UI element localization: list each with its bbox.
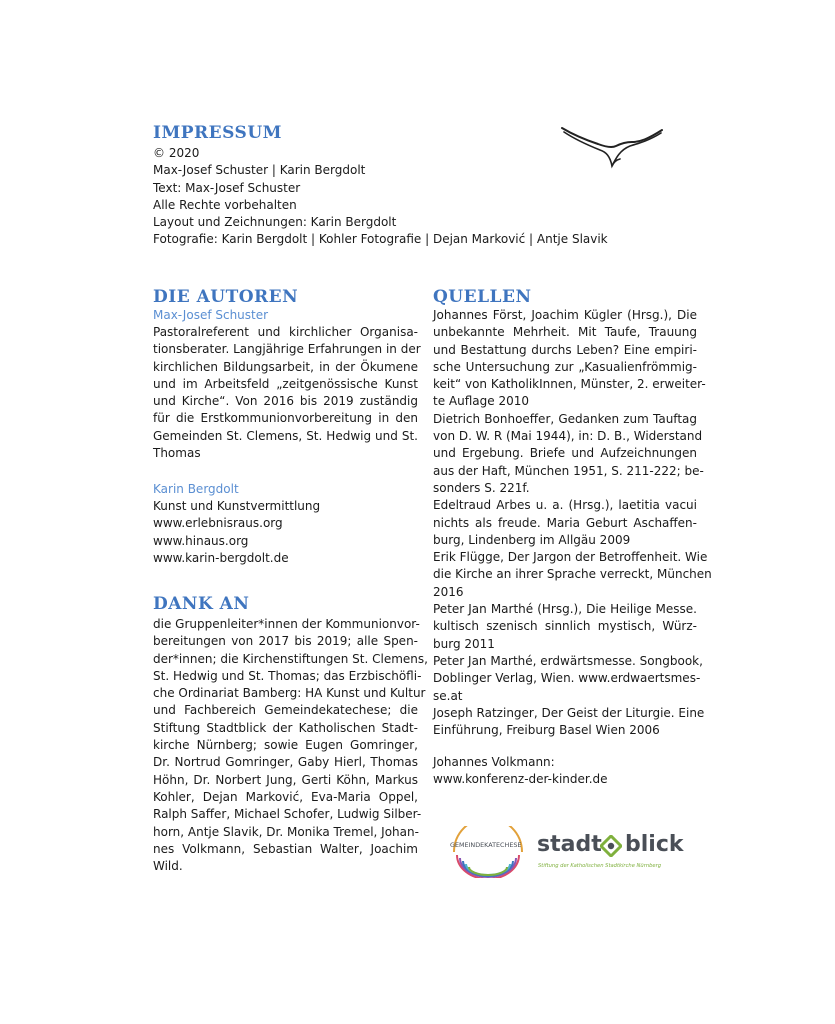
author-link-karin-bergdolt: www.karin-bergdolt.de <box>153 550 289 565</box>
quelle-line: nichts als freude. Maria Geburt Aschaffen- <box>433 515 697 530</box>
bird-drawing-icon <box>560 122 665 170</box>
quelle-line: Doblinger Verlag, Wien. www.erdwaertsmes- <box>433 671 701 686</box>
dank-line: horn, Antje Slavik, Dr. Monika Tremel, Johan- <box>153 824 419 839</box>
dank-line: Kohler, Dejan Marković, Eva-Maria Oppel, <box>153 789 418 804</box>
quelle-line: Joseph Ratzinger, Der Geist der Liturgie. Eine <box>433 705 705 720</box>
quelle-line: Edeltraud Arbes u. a. (Hrsg.), laetitia vacui <box>433 498 697 513</box>
dank-line: die Gruppenleiter*innen der Kommunionvor- <box>153 617 420 631</box>
impressum-line: Fotografie: Karin Bergdolt | Kohler Fotografie | Dejan Marković | Antje Slavik <box>153 232 608 247</box>
volkmann-info <box>433 754 608 789</box>
quelle-line: unbekannte Mehrheit. Mit Taufe, Trauung <box>433 325 697 340</box>
author-bio-schuster <box>153 324 421 462</box>
dank-line: bereitungen von 2017 bis 2019; alle Spen- <box>153 634 418 649</box>
quelle-line: 2016 <box>433 584 464 599</box>
quelle-line: aus der Haft, München 1951, S. 211-222; be- <box>433 463 704 478</box>
dank-line: che Ordinariat Bamberg: HA Kunst und Kultur <box>153 686 426 701</box>
author-link-hinaus: www.hinaus.org <box>153 533 249 548</box>
quelle-line: burg, Lindenberg im Allgäu 2009 <box>433 532 631 547</box>
eye-icon <box>600 835 622 857</box>
impressum-line: Max-Josef Schuster | Karin Bergdolt <box>153 163 366 178</box>
quellen-heading: QUELLEN <box>433 287 532 307</box>
bio-line: Pastoralreferent und kirchlicher Organisa- <box>153 325 418 339</box>
author-info-line: Kunst und Kunstvermittlung <box>153 499 321 513</box>
dank-line: Stiftung Stadtblick der Katholischen Stadt- <box>153 720 418 735</box>
quelle-line: sche Untersuchung zur „Kasualienfrömmig- <box>433 359 697 374</box>
stadtblick-logo <box>537 832 687 876</box>
dank-line: Höhn, Dr. Norbert Jung, Gerti Köhn, Markus <box>153 772 418 787</box>
quelle-line: und Bestattung durchs Leben? Eine empiri- <box>433 342 697 357</box>
gemeindekatechese-logo-text: GEMEINDEKATECHESE <box>450 841 522 849</box>
bio-line: und im Arbeitsfeld „zeitgenössische Kunst <box>153 376 418 391</box>
impressum-line: Text: Max-Josef Schuster <box>153 180 301 195</box>
author-name-bergdolt: Karin Bergdolt <box>153 482 239 496</box>
quelle-line: Dietrich Bonhoeffer, Gedanken zum Tauftag <box>433 411 697 426</box>
bio-line: tionsberater. Langjährige Erfahrungen in der <box>153 342 421 357</box>
bio-line: Gemeinden St. Clemens, St. Hedwig und St. <box>153 428 418 443</box>
stadtblick-logo-subtitle: Stiftung der Katholischen Stadtkirche Nürnberg <box>538 863 662 869</box>
quelle-line: burg 2011 <box>433 636 495 651</box>
quelle-line: keit“ von KatholikInnen, Münster, 2. erweiter- <box>433 377 706 392</box>
impressum-lines <box>153 145 608 249</box>
impressum-line: Layout und Zeichnungen: Karin Bergdolt <box>153 215 397 230</box>
quelle-line: sonders S. 221f. <box>433 480 530 495</box>
quelle-line: die Kirche an ihrer Sprache verreckt, München <box>433 567 712 582</box>
rainbow-arc-icon <box>448 826 528 878</box>
quelle-line: kultisch szenisch sinnlich mystisch, Würz- <box>433 619 697 634</box>
quelle-line: Erik Flügge, Der Jargon der Betroffenheit. Wie <box>433 550 708 565</box>
quelle-line: te Auflage 2010 <box>433 394 529 409</box>
quelle-line: Einführung, Freiburg Basel Wien 2006 <box>433 723 660 738</box>
stadtblick-logo-right: blick <box>625 832 684 857</box>
quelle-line: Johannes Först, Joachim Kügler (Hrsg.), Die <box>433 308 697 322</box>
impressum-line: © 2020 <box>153 146 200 160</box>
quelle-line: Peter Jan Marthé, erdwärtsmesse. Songbook, <box>433 653 703 668</box>
quelle-line: se.at <box>433 688 463 703</box>
autoren-heading: DIE AUTOREN <box>153 287 299 307</box>
dank-line: Dr. Nortrud Gomringer, Gaby Hierl, Thomas <box>153 755 418 770</box>
author-link-erlebnisraus: www.erlebnisraus.org <box>153 516 283 531</box>
impressum-heading: IMPRESSUM <box>153 123 282 143</box>
gemeindekatechese-logo <box>448 826 528 878</box>
volkmann-line: Johannes Volkmann: <box>433 755 555 769</box>
quelle-line: von D. W. R (Mai 1944), in: D. B., Widerstand <box>433 429 703 444</box>
quelle-line: Peter Jan Marthé (Hrsg.), Die Heilige Messe. <box>433 602 697 617</box>
dank-line: kirche Nürnberg; sowie Eugen Gomringer, <box>153 738 418 753</box>
dank-line: der*innen; die Kirchenstiftungen St. Clemens, <box>153 651 428 666</box>
author-info-bergdolt <box>153 498 320 567</box>
dank-line: Ralph Saffer, Michael Schofer, Ludwig Silber- <box>153 807 422 822</box>
impressum-line: Alle Rechte vorbehalten <box>153 197 297 212</box>
bio-line: kirchlichen Bildungsarbeit, in der Ökumene <box>153 359 418 374</box>
stadtblick-logo-left: stadt <box>537 832 602 857</box>
dank-line: und Fachbereich Gemeindekatechese; die <box>153 703 418 718</box>
dank-heading: DANK AN <box>153 594 250 614</box>
volkmann-link: www.konferenz-der-kinder.de <box>433 772 608 787</box>
quelle-line: und Ergebung. Briefe und Aufzeichnungen <box>433 446 697 461</box>
dank-line: St. Hedwig und St. Thomas; das Erzbischöfli- <box>153 668 422 683</box>
author-name-schuster: Max-Josef Schuster <box>153 308 269 322</box>
dank-line: nes Volkmann, Sebastian Walter, Joachim <box>153 841 418 856</box>
quellen-list <box>433 307 712 739</box>
bio-line: für die Erstkommunionvorbereitung in den <box>153 411 418 426</box>
bio-line: Thomas <box>153 446 201 461</box>
bio-line: und Kirche“. Von 2016 bis 2019 zuständig <box>153 394 418 409</box>
dank-line: Wild. <box>153 859 183 874</box>
dank-text <box>153 616 428 875</box>
